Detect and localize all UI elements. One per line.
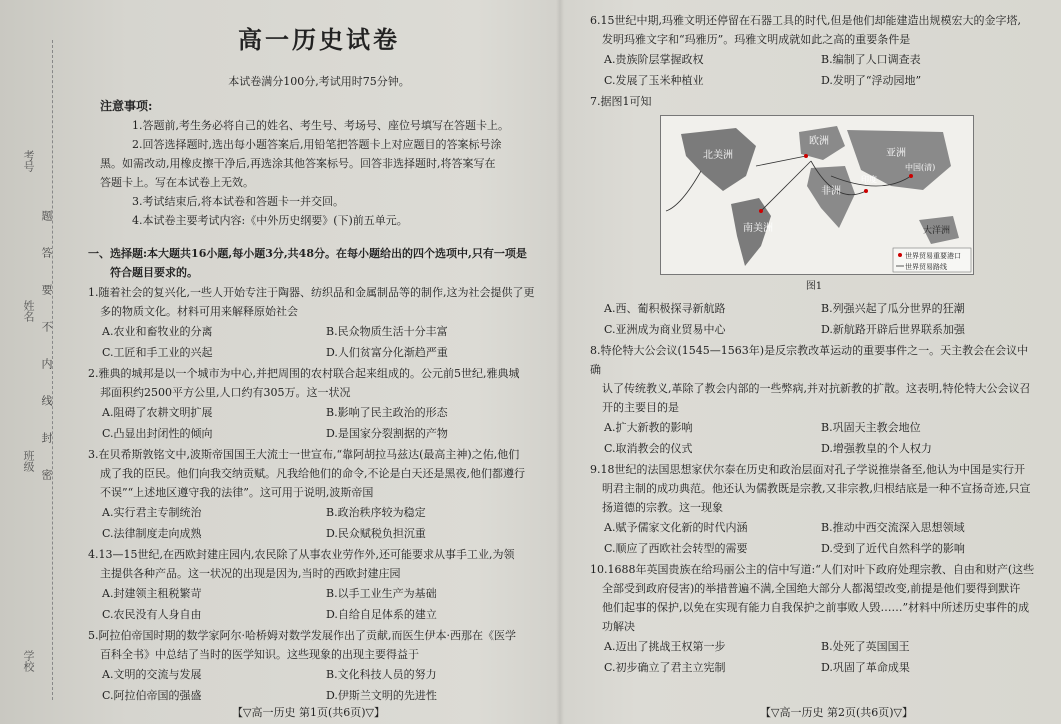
question-1-cont: 多的物质文化。材料可用来解释原始社会	[100, 305, 298, 318]
seal-text: 题答要不内线封密	[40, 210, 53, 506]
option-d: D.发明了“浮动园地”	[821, 74, 922, 87]
option-b: B.推动中西交流深入思想领域	[821, 521, 965, 534]
question-5-cont: 百科全书》中总结了当时的医学知识。这些现象的出现主要得益于	[100, 648, 419, 661]
note-line: 1.答题前,考生务必将自己的姓名、考生号、考场号、座位号填写在答题卡上。	[132, 119, 509, 132]
question-9-options	[590, 538, 1038, 559]
question-10-cont: 他们起事的保护,以免在实现有能力自我保护之前事败人毁……”材料中所述历史事件的成	[602, 601, 1030, 614]
option-b: B.列强兴起了瓜分世界的狂潮	[821, 302, 965, 315]
option-d: D.自给自足体系的建立	[326, 608, 437, 621]
option-b: B.以手工业生产为基础	[326, 587, 437, 600]
option-b: B.民众物质生活十分丰富	[326, 325, 448, 338]
map-graphic	[661, 116, 973, 274]
question-1-options	[88, 321, 550, 342]
question-8-options	[590, 417, 1038, 438]
section-heading: 一、选择题:本大题共16小题,每小题3分,共48分。在每小题给出的四个选项中,只有一项是	[88, 247, 527, 260]
option-d: D.是国家分裂割据的产物	[326, 427, 448, 440]
page-fold	[556, 0, 564, 724]
option-d: D.巩固了革命成果	[821, 661, 910, 674]
question-6: 6.15世纪中期,玛雅文明还停留在石器工具的时代,但是他们却能建造出规模宏大的金字塔,	[590, 14, 1021, 27]
section-heading-cont: 符合题目要求的。	[110, 266, 198, 279]
map-label: 南美洲	[743, 223, 773, 234]
option-a: A.实行君主专制统治	[102, 506, 202, 519]
map-label: 印度	[861, 175, 877, 184]
map-label: 北美洲	[703, 150, 733, 161]
class-label: 班级	[22, 450, 35, 472]
question-6-options	[590, 70, 1038, 91]
question-10-options	[590, 657, 1038, 678]
question-2-cont: 邦面积约2500平方公里,人口约有305万。这一状况	[100, 386, 351, 399]
question-8: 8.特伦特大公会议(1545—1563年)是反宗教改革运动的重要事件之一。天主教会在会议中确	[590, 344, 1029, 376]
question-8-cont: 认了传统教义,革除了教会内部的一些弊病,并对抗新教的扩散。这表明,特伦特大公会议召	[602, 382, 1031, 395]
question-4-options	[88, 583, 550, 604]
legend-route: 世界贸易路线	[905, 263, 947, 271]
note-line: 黑。如需改动,用橡皮擦干净后,再选涂其他答案标号。回答非选择题时,将答案写在	[100, 157, 496, 170]
question-3: 3.在贝希斯敦铭文中,波斯帝国国王大流士一世宣布,“靠阿胡拉马兹达(最高主神)之佑,他们	[88, 448, 520, 461]
option-c: C.初步确立了君主立宪制	[604, 661, 726, 674]
question-7: 7.据图1可知	[590, 95, 652, 108]
question-10-options	[590, 636, 1038, 657]
option-d: D.民众赋税负担沉重	[326, 527, 426, 540]
option-c: C.凸显出封闭性的倾向	[102, 427, 213, 440]
name-label: 姓名	[22, 300, 35, 322]
option-b: B.处死了英国国王	[821, 640, 910, 653]
note-line: 3.考试结束后,将本试卷和答题卡一并交回。	[132, 195, 344, 208]
option-a: A.赋予儒家文化新的时代内涵	[604, 521, 748, 534]
map-label: 非洲	[821, 186, 841, 197]
question-9: 9.18世纪的法国思想家伏尔泰在历史和政治层面对孔子学说推崇备至,他认为中国是实行开	[590, 463, 1025, 476]
question-8-cont: 开的主要目的是	[602, 401, 679, 414]
question-3-cont: 不误”“上述地区遵守我的法律”。这可用于说明,波斯帝国	[100, 486, 374, 499]
binding-margin	[0, 0, 70, 724]
option-d: D.新航路开辟后世界联系加强	[821, 323, 965, 336]
exam-title: 高一历史试卷	[238, 25, 400, 54]
africa-shape	[807, 166, 855, 228]
question-4-options	[88, 604, 550, 625]
option-a: A.文明的交流与发展	[102, 668, 202, 681]
page-two	[590, 10, 1038, 678]
exam-info: 本试卷满分100分,考试用时75分钟。	[228, 75, 410, 88]
option-c: C.取消教会的仪式	[604, 442, 693, 455]
option-b: B.影响了民主政治的形态	[326, 406, 448, 419]
map-label: 亚洲	[886, 148, 906, 159]
question-8-options	[590, 438, 1038, 459]
option-c: C.阿拉伯帝国的强盛	[102, 689, 202, 702]
figure-caption: 图1	[805, 281, 823, 292]
question-5-options	[88, 664, 550, 685]
page-one	[88, 14, 550, 706]
page-one-footer: 【▽高一历史 第1页(共6页)▽】	[232, 706, 385, 719]
map-label: 欧洲	[809, 136, 829, 147]
question-10-cont: 功解决	[602, 620, 635, 633]
option-a: A.阻碍了农耕文明扩展	[102, 406, 213, 419]
page-two-footer: 【▽高一历史 第2页(共6页)▽】	[760, 706, 913, 719]
question-6-cont: 发明玛雅文字和“玛雅历”。玛雅文明成就如此之高的重要条件是	[602, 33, 911, 46]
question-2: 2.雅典的城邦是以一个城市为中心,并把周围的农村联合起来组成的。公元前5世纪,雅典城	[88, 367, 520, 380]
option-a: A.农业和畜牧业的分离	[102, 325, 213, 338]
question-10: 10.1688年英国贵族在给玛丽公主的信中写道:“人们对叶下政府处理宗教、自由和财产(这些	[590, 563, 1035, 576]
question-1: 1.随着社会的复兴化,一些人开始专注于陶器、纺织品和金属制品等的制作,这为社会提供了更	[88, 286, 535, 299]
question-3-options	[88, 502, 550, 523]
option-a: A.封建领主租税繁苛	[102, 587, 202, 600]
map-label: 中国(清)	[905, 163, 936, 172]
note-line: 答题卡上。写在本试卷上无效。	[100, 176, 254, 189]
question-2-options	[88, 423, 550, 444]
option-a: A.迈出了挑战王权第一步	[604, 640, 726, 653]
option-a: A.扩大新教的影响	[604, 421, 693, 434]
option-d: D.增强教皇的个人权力	[821, 442, 932, 455]
option-b: B.巩固天主教会地位	[821, 421, 921, 434]
option-d: D.人们贫富分化渐趋严重	[326, 346, 448, 359]
exam-number-label: 考号	[22, 150, 35, 172]
option-c: C.顺应了西欧社会转型的需要	[604, 542, 748, 555]
option-c: C.工匠和手工业的兴起	[102, 346, 213, 359]
question-4-cont: 主提供各种产品。这一状况的出现是因为,当时的西欧封建庄园	[100, 567, 401, 580]
question-7-options	[590, 319, 1038, 340]
question-5: 5.阿拉伯帝国时期的数学家阿尔·哈桥姆对数学发展作出了贡献,而医生伊本·西那在《医学	[88, 629, 516, 642]
option-c: C.亚洲成为商业贸易中心	[604, 323, 726, 336]
option-d: D.伊斯兰文明的先进性	[326, 689, 437, 702]
question-10-cont: 全部受到政府侵害)的举措普遍不满,全国绝大部分人都渴望改变,前提是他们要得到默许	[602, 582, 1021, 595]
option-c: C.农民没有人身自由	[102, 608, 202, 621]
question-9-cont: 明君主制的成功典范。他还认为儒教既是宗教,又非宗教,归根结底是一种不宣扬奇迹,只宣	[602, 482, 1031, 495]
option-b: B.政治秩序较为稳定	[326, 506, 426, 519]
question-2-options	[88, 402, 550, 423]
option-c: C.法律制度走向成熟	[102, 527, 202, 540]
question-9-options	[590, 517, 1038, 538]
question-3-cont: 成了我的臣民。他们向我交纳贡赋。凡我给他们的命令,不论是白天还是黑夜,他们都遵行	[100, 467, 525, 480]
option-b: B.文化科技人员的努力	[326, 668, 437, 681]
option-b: B.编制了人口调查表	[821, 53, 921, 66]
option-d: D.受到了近代自然科学的影响	[821, 542, 965, 555]
notes-title: 注意事项:	[100, 99, 153, 113]
world-trade-map	[660, 115, 974, 275]
question-6-options	[590, 49, 1038, 70]
question-7-options	[590, 298, 1038, 319]
question-4: 4.13—15世纪,在西欧封建庄园内,农民除了从事农业劳作外,还可能要求从事手工业,为领	[88, 548, 515, 561]
note-line: 2.回答选择题时,选出每小题答案后,用铅笔把答题卡上对应题目的答案标号涂	[132, 138, 502, 151]
legend-port: 世界贸易重要港口	[905, 252, 961, 260]
question-1-options	[88, 342, 550, 363]
question-5-options	[88, 685, 550, 706]
option-a: A.贵族阶层掌握政权	[604, 53, 704, 66]
question-3-options	[88, 523, 550, 544]
option-c: C.发展了玉米种植业	[604, 74, 704, 87]
question-9-cont: 扬道德的宗教。这一现象	[602, 501, 723, 514]
note-line: 4.本试卷主要考试内容:《中外历史纲要》(下)前五单元。	[132, 214, 408, 227]
school-label: 学校	[22, 650, 35, 672]
option-a: A.西、葡积极探寻新航路	[604, 302, 726, 315]
map-label: 大洋洲	[923, 226, 951, 236]
